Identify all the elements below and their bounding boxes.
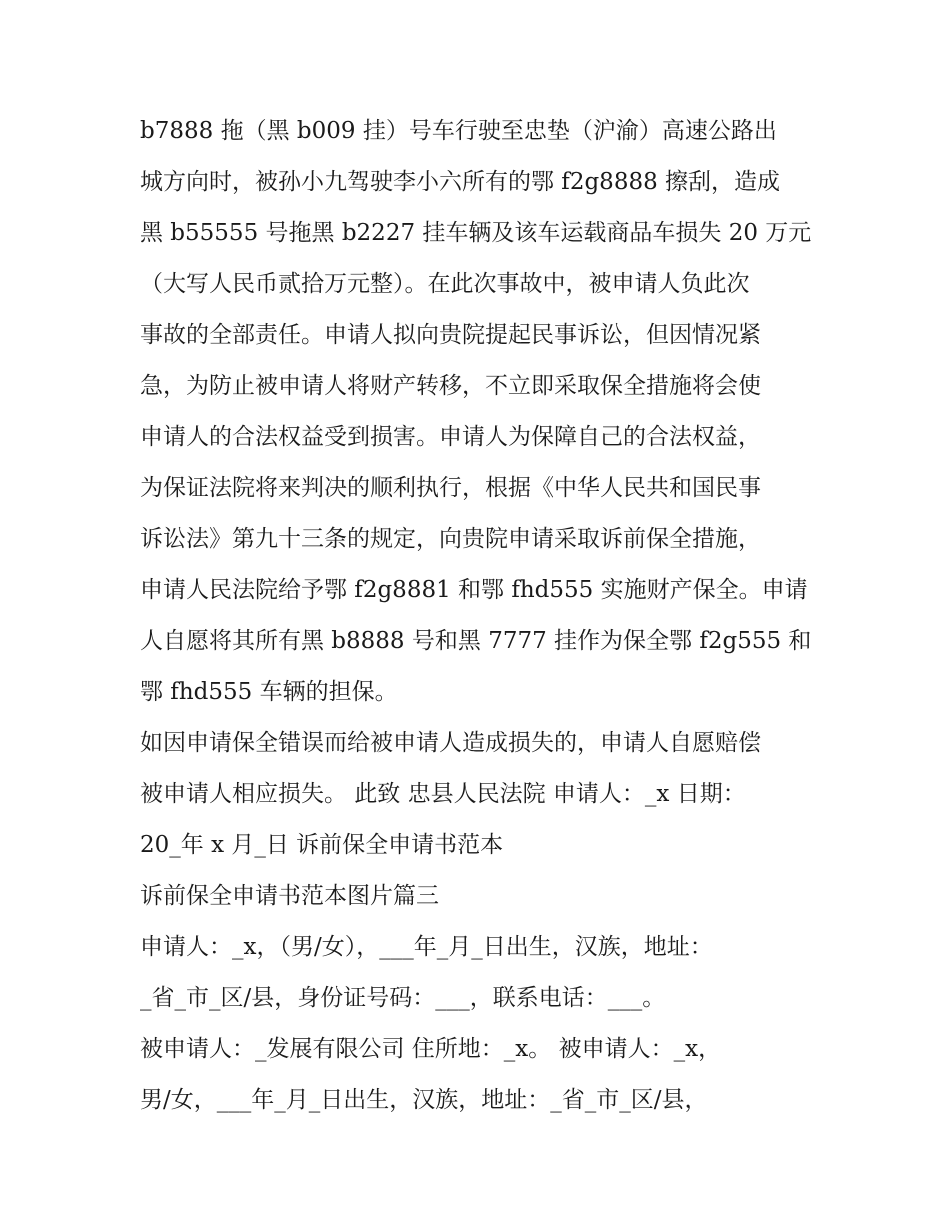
text-line: 城方向时，被孙小九驾驶李小六所有的鄂 f2g8888 擦刮，造成 [140,169,781,195]
text-line: 被申请人相应损失。 此致 忠县人民法院 申请人：_x 日期： [140,781,746,807]
text-line: 20_年 x 月_日 诉前保全申请书范本 [140,832,504,858]
text-line: 为保证法院将来判决的顺利执行，根据《中华人民共和国民事 [140,475,761,501]
text-line: 被申请人：_发展有限公司 住所地：_x。 被申请人：_x， [140,1036,722,1062]
text-line: 申请人的合法权益受到损害。申请人为保障自己的合法权益， [140,424,761,450]
text-line: 申请人民法院给予鄂 f2g8881 和鄂 fhd555 实施财产保全。申请 [140,577,808,603]
section-heading: 诉前保全申请书范本图片篇三 [140,883,439,909]
text-line: 事故的全部责任。申请人拟向贵院提起民事诉讼，但因情况紧 [140,322,761,348]
text-line: 鄂 fhd555 车辆的担保。 [140,679,398,705]
text-line: b7888 拖（黑 b009 挂）号车行驶至忠垫（沪渝）高速公路出 [140,118,777,144]
text-line: 黑 b55555 号拖黑 b2227 挂车辆及该车运载商品车损失 20 万元 [140,220,812,246]
text-line: 人自愿将其所有黑 b8888 号和黑 7777 挂作为保全鄂 f2g555 和 [140,628,812,654]
text-line: 诉讼法》第九十三条的规定，向贵院申请采取诉前保全措施， [140,526,761,552]
text-line: 急，为防止被申请人将财产转移，不立即采取保全措施将会使 [140,373,761,399]
text-line: 申请人：_x，（男/女），___年_月_日出生，汉族，地址： [140,934,713,960]
text-line: （大写人民币贰拾万元整）。在此次事故中，被申请人负此次 [140,271,750,297]
document-body [140,108,820,1128]
text-line: _省_市_区/县，身份证号码：___，联系电话：___。 [140,985,666,1011]
text-line: 如因申请保全错误而给被申请人造成损失的，申请人自愿赔偿 [140,730,761,756]
text-line: 男/女，___年_月_日出生，汉族，地址：_省_市_区/县， [140,1087,708,1113]
